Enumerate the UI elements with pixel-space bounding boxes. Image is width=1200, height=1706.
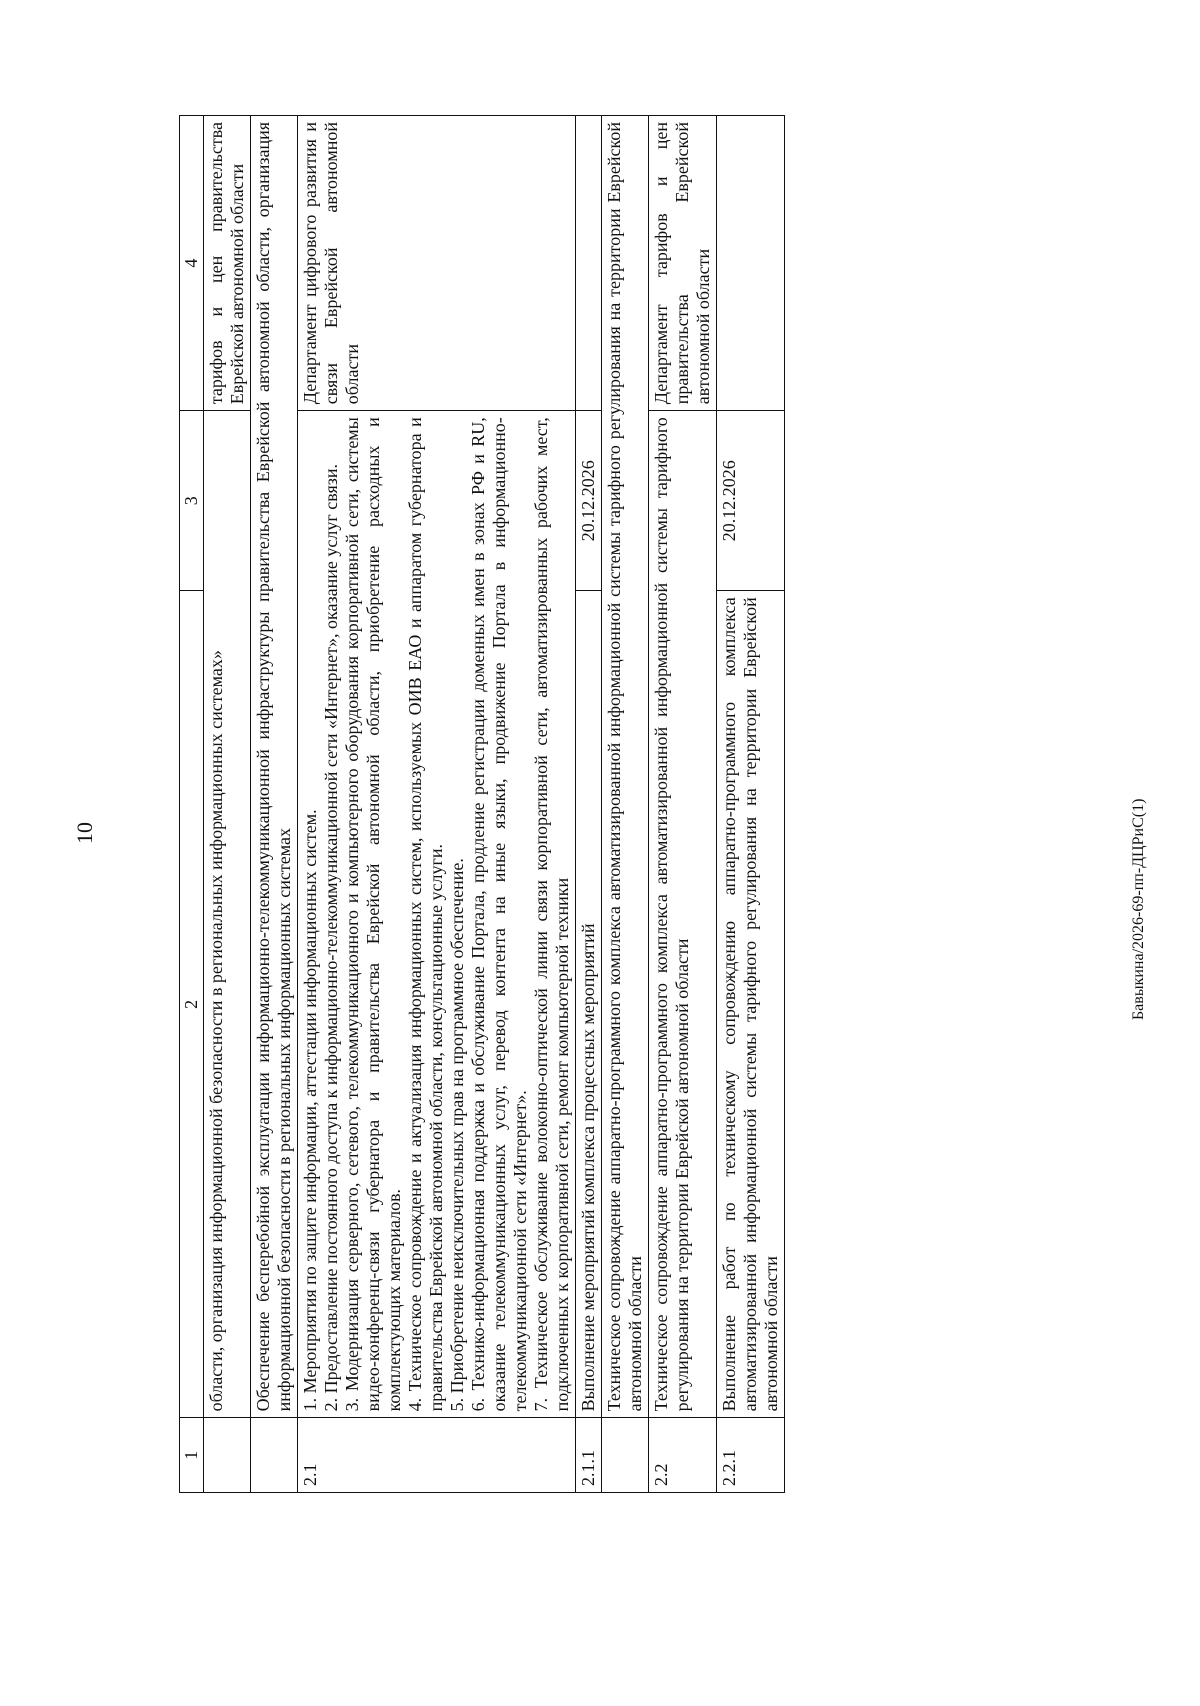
- row-responsible: тарифов и цен правительства Еврейской автономной области: [204, 116, 251, 411]
- row-number-cell: [251, 1418, 298, 1493]
- row-number: 2.1.1: [576, 1418, 602, 1493]
- row-description: области, организация информационной безопасности в региональных информационных системах»: [204, 411, 251, 1418]
- row-number: 2.2.1: [717, 1418, 785, 1493]
- header-col-1: 1: [180, 1418, 204, 1493]
- list-item: 1. Мероприятия по защите информации, аттестации информационных систем.: [300, 809, 320, 1412]
- row-description: Техническое сопровождение аппаратно-программного комплекса автоматизированной информационной системы тарифного регулирования на территории Еврейской автономной области: [649, 411, 717, 1418]
- table-row: [204, 116, 251, 1493]
- table-row-2-2: [649, 116, 717, 1493]
- list-item: 3. Модернизация серверного, сетевого, телекоммуникационного и компьютерного оборудования корпоративной сети, системы видео-конференц-связи губернатора и правительства Еврейской автономной области, приобретение расходных и комплектующих материалов.: [342, 417, 404, 1412]
- activities-table: [179, 115, 785, 1493]
- document-footer: Бавыкина/2026-69-пп-ДЦРиС(1): [1130, 798, 1147, 1020]
- header-col-4: 4: [180, 116, 204, 411]
- row-date: 20.12.2026: [717, 411, 785, 591]
- table-row-2-1: [298, 116, 576, 1493]
- section-title: Обеспечение бесперебойной эксплуатации информационно-телекоммуникационной инфраструктуры правительства Еврейской автономной области, организация информационной безопасности в региональных информационных системах: [251, 116, 298, 1418]
- row-number-cell: [204, 1418, 251, 1493]
- row-description: Выполнение работ по техническому сопровождению аппаратно-программного комплекса автоматизированной информационной системы тарифного регулирования на территории Еврейской автономной области: [717, 591, 785, 1418]
- rotated-table-container: [179, 115, 1028, 1493]
- row-number: 2.2: [649, 1418, 717, 1493]
- list-item: 2. Предоставление постоянного доступа к информационно-телекоммуникационной сети «Интернет», оказание услуг связи.: [321, 464, 341, 1412]
- header-col-3: 3: [180, 411, 204, 591]
- list-item: 7. Техническое обслуживание волоконно-оптической линии связи корпоративной сети, автоматизированных рабочих мест, подключенных к корпоративной сети, ремонт компьютерной техники: [531, 417, 572, 1412]
- section-row: [602, 116, 649, 1493]
- header-col-2: 2: [180, 591, 204, 1418]
- row-responsible: [717, 116, 785, 411]
- list-item: 4. Техническое сопровождение и актуализация информационных систем, используемых ОИВ ЕАО и аппаратом губернатора и правительства Еврейской автономной области, консультационные услуги.: [405, 417, 446, 1412]
- row-number: 2.1: [298, 1418, 576, 1493]
- row-responsible: Департамент тарифов и цен правительства Еврейской автономной области: [649, 116, 717, 411]
- row-responsible: Департамент цифрового развития и связи Еврейской автономной области: [298, 116, 576, 411]
- list-item: 6. Технико-информационная поддержка и обслуживание Портала, продление регистрации доменных имен в зонах РФ и RU, оказание телекоммуникационных услуг, перевод контента на иные языки, продвижение Портала в информационно-телекоммуникационной сети «Интернет».: [468, 417, 530, 1412]
- table-row-2-2-1: [717, 116, 785, 1493]
- row-items: [298, 411, 576, 1418]
- page-number: 10: [72, 822, 97, 844]
- section-row: [251, 116, 298, 1493]
- row-description: Выполнение мероприятий комплекса процессных мероприятий: [576, 591, 602, 1418]
- row-date: 20.12.2026: [576, 411, 602, 591]
- table-header-row: [180, 116, 204, 1493]
- list-item: 5. Приобретение неисключительных прав на программное обеспечение.: [447, 858, 467, 1412]
- row-responsible: [576, 116, 602, 411]
- section-title: Техническое сопровождение аппаратно-программного комплекса автоматизированной информационной системы тарифного регулирования на территории Еврейской автономной области: [602, 116, 649, 1418]
- row-number-cell: [602, 1418, 649, 1493]
- table-row-2-1-1: [576, 116, 602, 1493]
